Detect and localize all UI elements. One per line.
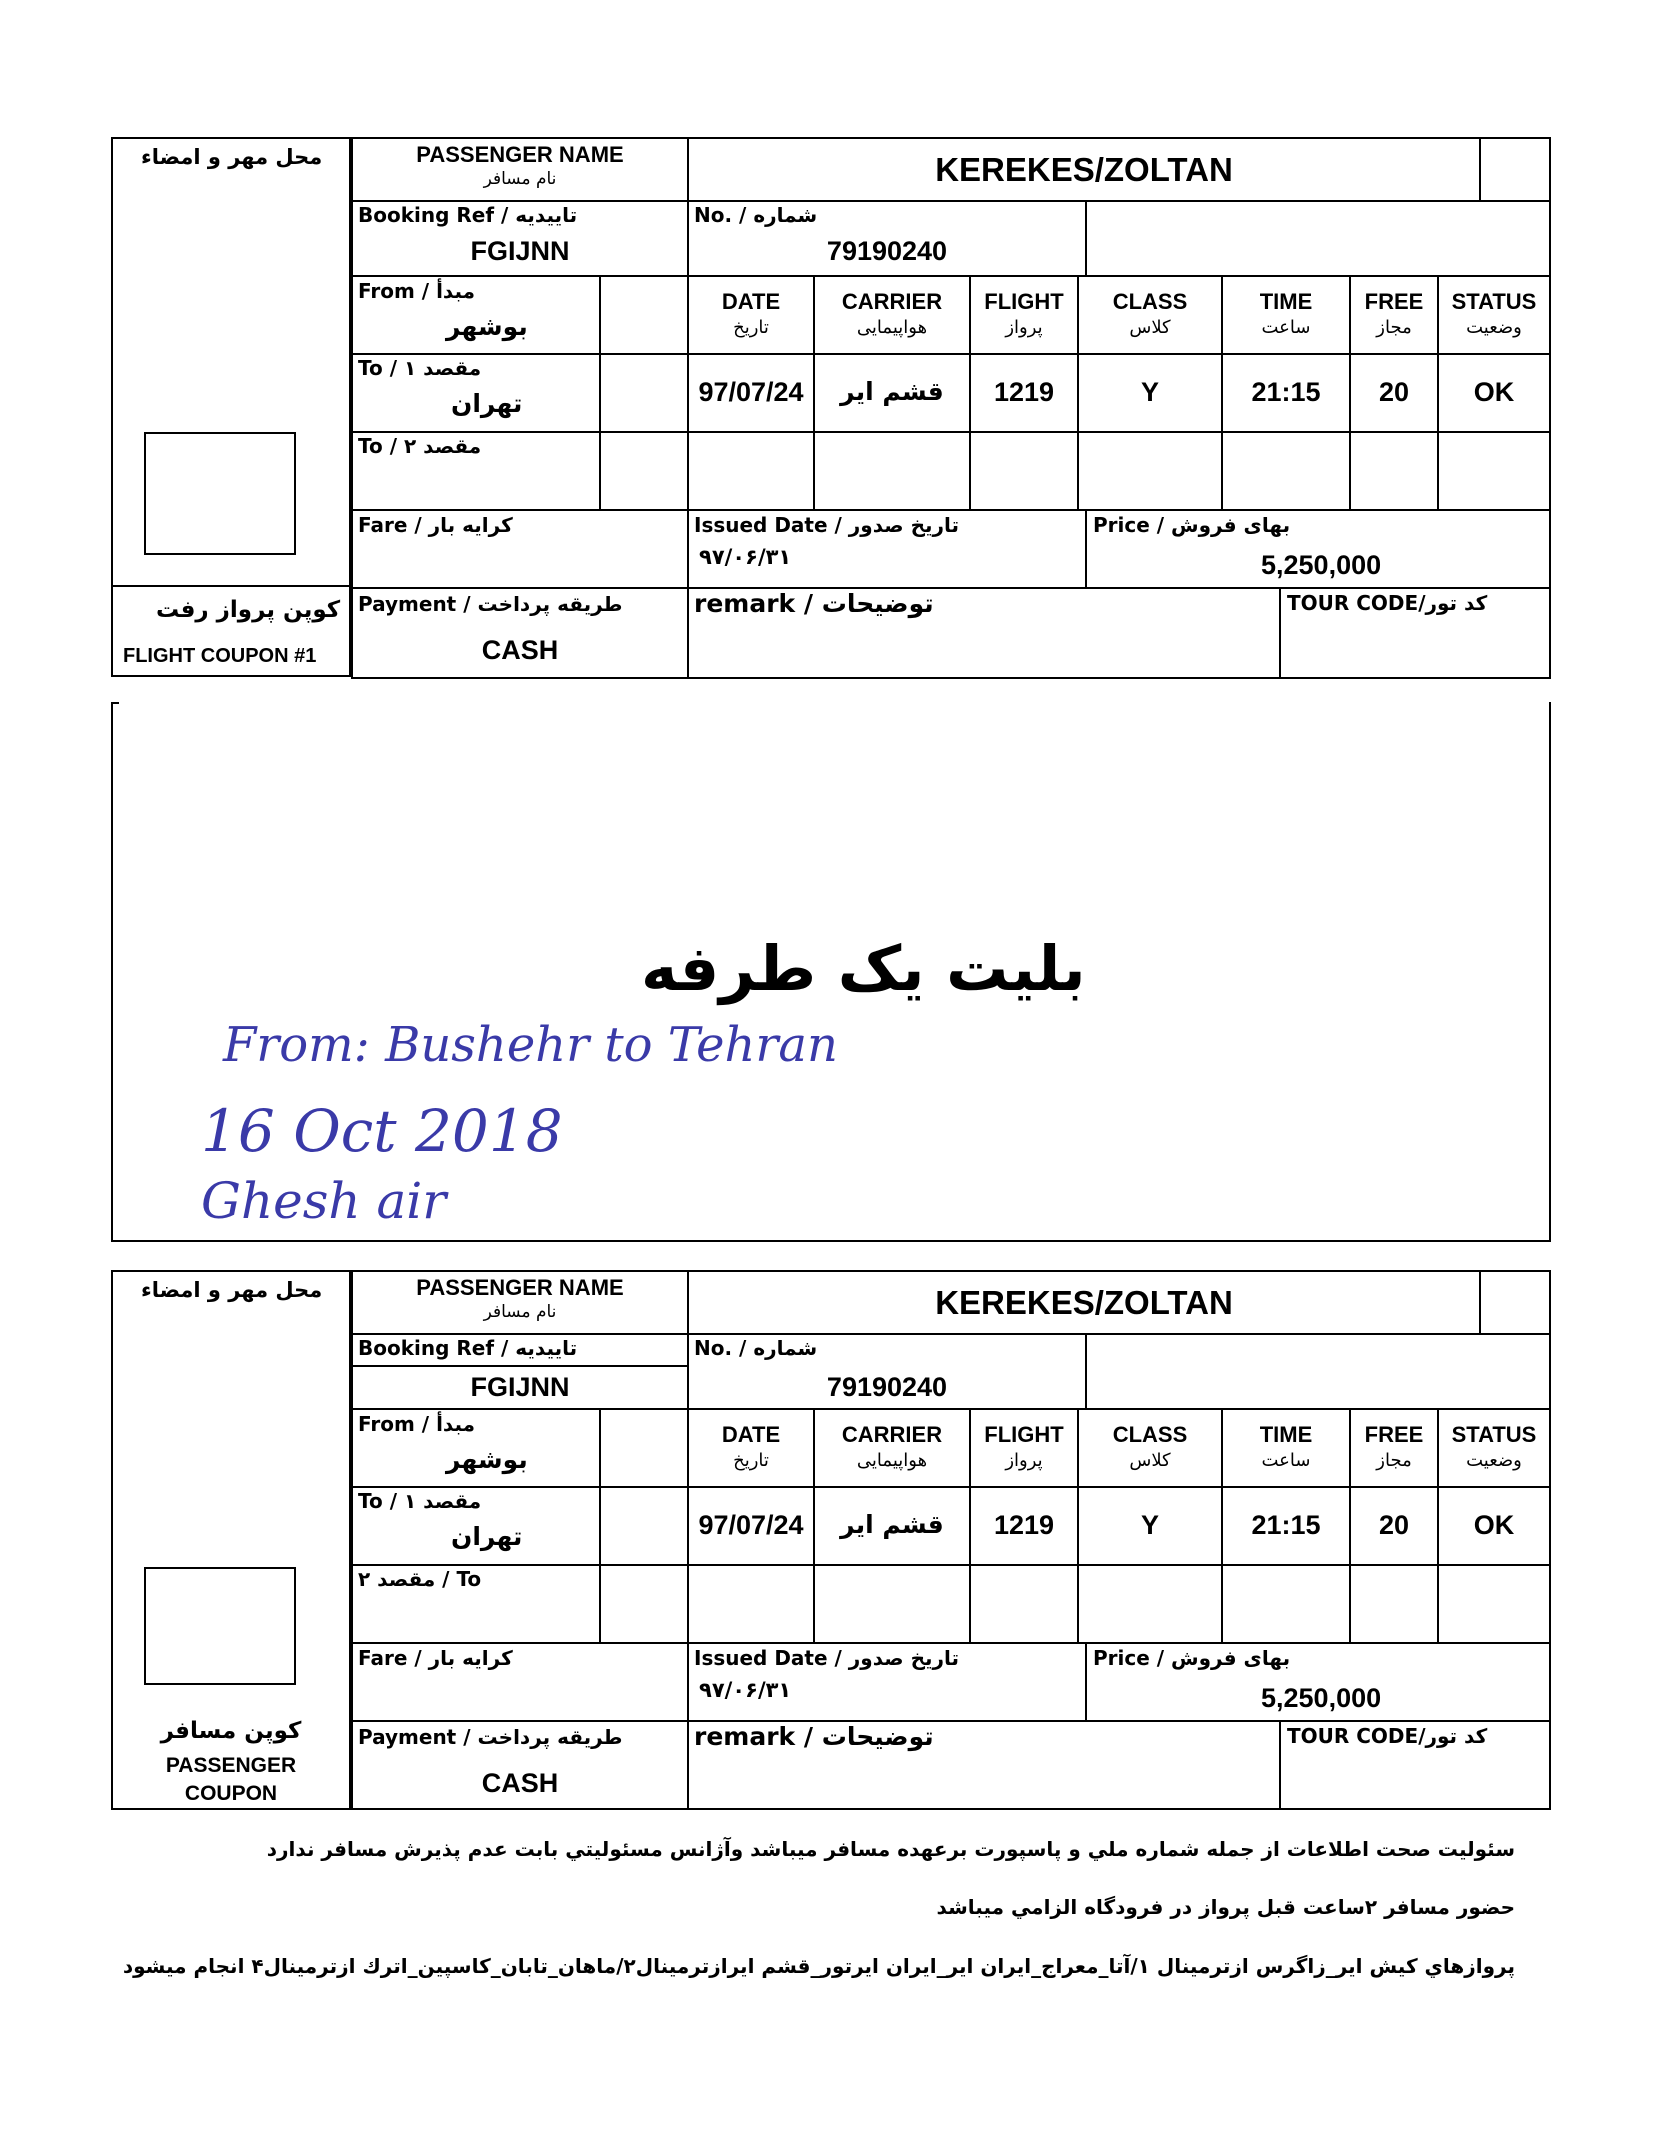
col-flight-en: FLIGHT — [984, 1422, 1064, 1447]
flight-carrier: قشم ایر — [840, 1510, 944, 1539]
to2-extra — [599, 431, 689, 511]
col-class-en: CLASS — [1112, 1422, 1188, 1447]
col-date-cell — [687, 275, 815, 355]
panel-bottom-border — [111, 1240, 1551, 1242]
col-class-cell — [1077, 1408, 1223, 1488]
stamp-label: محل مهر و امضاء — [141, 1278, 323, 1302]
issued-label: Issued Date / تاریخ صدور — [694, 513, 960, 537]
flight-class: Y — [1140, 1510, 1159, 1540]
passenger-label-en: PASSENGER NAME — [416, 1275, 624, 1300]
col-date-fa: تاریخ — [733, 1450, 769, 1471]
flight-date: 97/07/24 — [698, 377, 804, 407]
to1-extra — [599, 353, 689, 433]
blank-cell — [1085, 1333, 1551, 1410]
passenger-extra-cell — [1479, 137, 1551, 202]
from-extra — [599, 275, 689, 355]
col-status-cell — [1437, 1408, 1551, 1488]
flight-number: 1219 — [993, 377, 1055, 407]
empty-cell — [1077, 431, 1223, 511]
coupon-label-fa: کوپن پرواز رفت — [156, 597, 341, 623]
col-status-en: STATUS — [1451, 1422, 1537, 1447]
passenger-name: KEREKES/ZOLTAN — [935, 1284, 1233, 1321]
payment-value: CASH — [481, 1768, 559, 1798]
col-flight-en: FLIGHT — [984, 289, 1064, 314]
coupon-label-en: FLIGHT COUPON #1 — [123, 645, 317, 667]
to2-extra — [599, 1564, 689, 1644]
col-free-en: FREE — [1364, 289, 1424, 314]
col-flight-cell — [969, 275, 1079, 355]
ticket-no: 79190240 — [826, 236, 948, 266]
col-class-fa: کلاس — [1129, 1450, 1171, 1471]
passenger-coupon — [111, 1270, 1551, 1815]
col-class-fa: کلاس — [1129, 317, 1171, 338]
col-date-cell — [687, 1408, 815, 1488]
note-arrival-time: حضور مسافر ۲ساعت قبل پرواز در فرودگاه الزامي ميباشد — [936, 1895, 1515, 1919]
remark-label: remark / توضیحات — [694, 589, 934, 618]
price-value: 5,250,000 — [1261, 550, 1382, 580]
payment-value: CASH — [481, 635, 559, 665]
payment-label: Payment / طریقه پرداخت — [358, 1725, 623, 1749]
one-way-heading: بلیت یک طرفه — [641, 932, 1086, 1005]
col-carrier-cell — [813, 1408, 971, 1488]
empty-cell — [1221, 1564, 1351, 1644]
payment-label: Payment / طریقه پرداخت — [358, 592, 623, 616]
col-free-fa: مجاز — [1376, 1450, 1412, 1471]
col-status-fa: وضعیت — [1466, 1450, 1522, 1471]
to1-value: تهران — [451, 389, 523, 418]
flight-free: 20 — [1378, 377, 1410, 407]
fare-label: Fare / کرایه بار — [358, 1646, 513, 1670]
col-class-en: CLASS — [1112, 289, 1188, 314]
flight-status: OK — [1473, 377, 1515, 407]
price-value: 5,250,000 — [1261, 1683, 1382, 1713]
col-free-en: FREE — [1364, 1422, 1424, 1447]
col-time-fa: ساعت — [1261, 1450, 1311, 1471]
ticket-no: 79190240 — [826, 1372, 948, 1402]
to2-label: To / ۲ مقصد — [358, 434, 482, 458]
col-flight-fa: پرواز — [1005, 317, 1043, 338]
empty-cell — [1437, 431, 1551, 511]
col-class-cell — [1077, 275, 1223, 355]
passenger-label-en: PASSENGER NAME — [416, 142, 624, 167]
to1-label: To / ۱ مقصد — [358, 356, 482, 380]
col-time-en: TIME — [1259, 289, 1313, 314]
price-label: Price / بهای فروش — [1093, 1646, 1291, 1670]
col-carrier-en: CARRIER — [841, 289, 943, 314]
to1-value: تهران — [451, 1522, 523, 1551]
handwritten-route: From: Bushehr to Tehran — [223, 1017, 838, 1073]
passenger-label-fa: نام مسافر — [483, 169, 557, 189]
panel-left-border — [111, 702, 113, 1242]
booking-divider — [351, 1365, 689, 1367]
stamp-label: محل مهر و امضاء — [141, 145, 323, 169]
handwritten-date: 16 Oct 2018 — [201, 1097, 563, 1165]
empty-cell — [1349, 1564, 1439, 1644]
issued-value: ۹۷/۰۶/۳۱ — [699, 545, 792, 569]
empty-cell — [1077, 1564, 1223, 1644]
ticket-no-label: No. / شماره — [694, 1336, 818, 1360]
panel-right-border — [1549, 702, 1551, 1242]
col-carrier-cell — [813, 275, 971, 355]
col-time-en: TIME — [1259, 1422, 1313, 1447]
col-carrier-en: CARRIER — [841, 1422, 943, 1447]
empty-cell — [1221, 431, 1351, 511]
remark-label: remark / توضیحات — [694, 1722, 934, 1751]
issued-label: Issued Date / تاریخ صدور — [694, 1646, 960, 1670]
col-flight-fa: پرواز — [1005, 1450, 1043, 1471]
coupon-label-en-1: PASSENGER — [165, 1754, 297, 1777]
col-date-en: DATE — [721, 289, 781, 314]
col-time-cell — [1221, 275, 1351, 355]
flight-date: 97/07/24 — [698, 1510, 804, 1540]
col-time-cell — [1221, 1408, 1351, 1488]
coupon-label-en-2: COUPON — [184, 1782, 278, 1805]
issued-value: ۹۷/۰۶/۳۱ — [699, 1678, 792, 1702]
col-status-fa: وضعیت — [1466, 317, 1522, 338]
from-value: بوشهر — [446, 312, 528, 341]
from-label: From / مبدأ — [358, 279, 476, 303]
one-way-panel — [111, 702, 1551, 1247]
col-date-fa: تاریخ — [733, 317, 769, 338]
tour-label: TOUR CODE/کد تور — [1287, 591, 1488, 615]
flight-time: 21:15 — [1251, 1510, 1321, 1540]
handwritten-carrier: Ghesh air — [201, 1172, 447, 1230]
empty-cell — [813, 431, 971, 511]
fare-label: Fare / کرایه بار — [358, 513, 513, 537]
col-carrier-fa: هواپیمایی — [856, 317, 928, 338]
blank-cell — [1085, 200, 1551, 277]
flight-carrier: قشم ایر — [840, 377, 944, 406]
passenger-label-fa: نام مسافر — [483, 1302, 557, 1322]
empty-cell — [687, 431, 815, 511]
booking-label: Booking Ref / تاییدیه — [358, 203, 578, 227]
empty-cell — [969, 1564, 1079, 1644]
col-free-cell — [1349, 1408, 1439, 1488]
flight-free: 20 — [1378, 1510, 1410, 1540]
from-value: بوشهر — [446, 1445, 528, 1474]
stamp-square — [144, 432, 296, 555]
empty-cell — [1349, 431, 1439, 511]
col-time-fa: ساعت — [1261, 317, 1311, 338]
booking-ref: FGIJNN — [470, 1372, 570, 1402]
passenger-extra-cell — [1479, 1270, 1551, 1335]
note-terminals: پروازهاي كيش اير_زاگرس ازترمينال ۱/آتا_معراج_ايران اير_ايران ايرتور_قشم ايرازترمينال۲/ماهان_تابان_كاسپين_اترك ازترمينال۴ انجام ميشود — [122, 1954, 1515, 1978]
from-extra — [599, 1408, 689, 1488]
ticket-no-label: No. / شماره — [694, 203, 818, 227]
col-free-cell — [1349, 275, 1439, 355]
empty-cell — [969, 431, 1079, 511]
flight-status: OK — [1473, 1510, 1515, 1540]
col-carrier-fa: هواپیمایی — [856, 1450, 928, 1471]
col-status-cell — [1437, 275, 1551, 355]
price-label: Price / بهای فروش — [1093, 513, 1291, 537]
to1-label: To / ۱ مقصد — [358, 1489, 482, 1513]
to2-label: مقصد ۲ / To — [358, 1567, 482, 1591]
note-responsibility: سئولیت صحت اطلاعات از جمله شماره ملي و پاسپورت برعهده مسافر ميباشد وآژانس مسئوليتي بابت عدم پذيرش مسافر ندارد — [266, 1837, 1515, 1861]
col-date-en: DATE — [721, 1422, 781, 1447]
empty-cell — [813, 1564, 971, 1644]
booking-ref: FGIJNN — [470, 236, 570, 266]
flight-number: 1219 — [993, 1510, 1055, 1540]
empty-cell — [1437, 1564, 1551, 1644]
flight-time: 21:15 — [1251, 377, 1321, 407]
booking-label: Booking Ref / تاییدیه — [358, 1336, 578, 1360]
to1-extra — [599, 1486, 689, 1566]
col-free-fa: مجاز — [1376, 317, 1412, 338]
flight-class: Y — [1140, 377, 1159, 407]
passenger-name: KEREKES/ZOLTAN — [935, 151, 1233, 188]
from-label: From / مبدأ — [358, 1412, 476, 1436]
col-status-en: STATUS — [1451, 289, 1537, 314]
empty-cell — [687, 1564, 815, 1644]
coupon-label-fa: کوپن مسافر — [160, 1718, 302, 1744]
flight-coupon-1 — [111, 137, 1551, 682]
col-flight-cell — [969, 1408, 1079, 1488]
tour-label: TOUR CODE/کد تور — [1287, 1724, 1488, 1748]
stamp-square — [144, 1567, 296, 1685]
